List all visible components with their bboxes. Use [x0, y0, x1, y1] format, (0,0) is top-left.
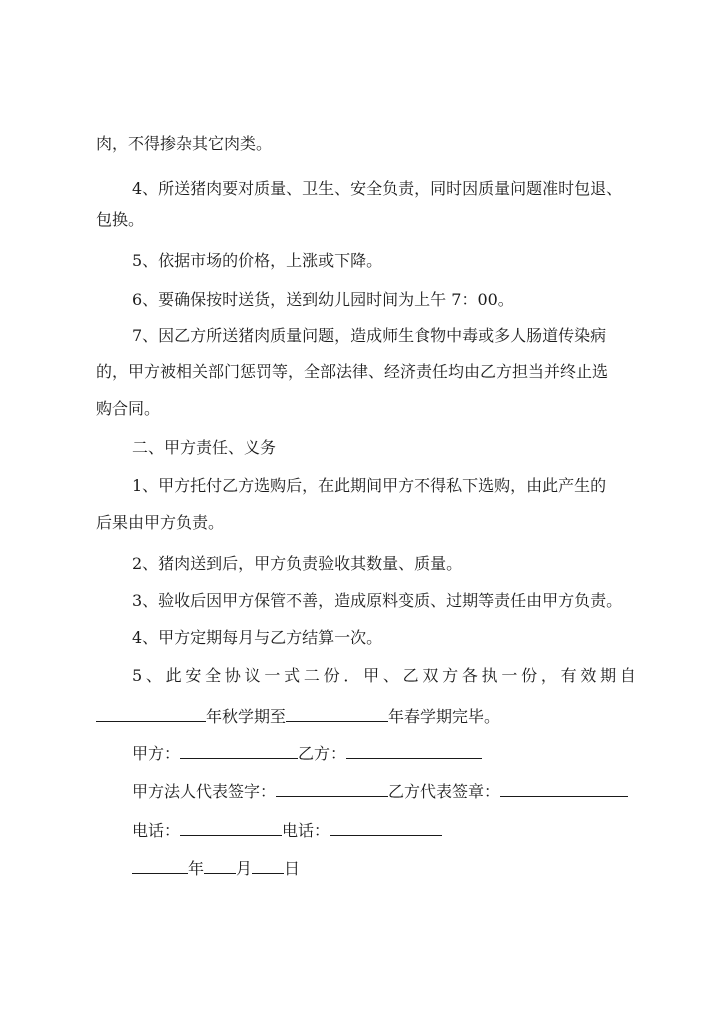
validity-char: 甲: [363, 666, 380, 685]
validity-char: ，: [540, 666, 557, 685]
phone-a-label: 电话：: [132, 821, 181, 840]
validity-char: 式: [284, 666, 301, 685]
term-spring-label: 年春学期完毕。: [388, 707, 501, 726]
representative-line: [132, 779, 636, 801]
phone-line: [132, 818, 636, 840]
validity-char: 一: [264, 666, 281, 685]
text-line: 5、依据市场的价格，上涨或下降。: [132, 251, 383, 270]
phone-a-blank: [180, 818, 282, 836]
section-heading: 二、甲方责任、义务: [132, 438, 277, 457]
validity-char: 此: [165, 666, 182, 685]
year-label: 年: [188, 859, 205, 878]
validity-char: 方: [442, 666, 459, 685]
day-blank: [252, 856, 284, 874]
text-line: 2、猪肉送到后，甲方负责验收其数量、质量。: [132, 554, 463, 573]
validity-char: 效: [580, 666, 597, 685]
validity-char: 安: [185, 666, 202, 685]
validity-char: 期: [600, 666, 617, 685]
text-line: 6、要确保按时送货，送到幼儿园时间为上午 7：00。: [132, 290, 514, 309]
text-line: 的，甲方被相关部门惩罚等，全部法律、经济责任均由乙方担当并终止选: [96, 362, 609, 381]
text-line: 3、验收后因甲方保管不善，造成原料变质、过期等责任由甲方负责。: [132, 591, 623, 610]
validity-char: 各: [461, 666, 478, 685]
text-line: 肉，不得掺杂其它肉类。: [96, 134, 273, 153]
text-line: 7、因乙方所送猪肉质量问题，造成师生食物中毒或多人肠道传染病: [132, 326, 607, 345]
day-label: 日: [284, 859, 301, 878]
party-a-label: 甲方：: [132, 744, 181, 763]
blank-spring-year: [286, 704, 388, 722]
validity-char: 自: [619, 666, 636, 685]
date-line: [132, 856, 636, 878]
month-blank: [204, 856, 236, 874]
party-a-blank: [180, 741, 298, 759]
month-label: 月: [236, 859, 253, 878]
year-blank: [132, 856, 188, 874]
validity-line: [132, 665, 636, 687]
validity-char: 、: [382, 666, 399, 685]
validity-char: 5: [132, 666, 143, 685]
validity-char: 一: [501, 666, 518, 685]
validity-char: 二: [303, 666, 320, 685]
validity-char: 执: [481, 666, 498, 685]
text-line: 4、所送猪肉要对质量、卫生、安全负责，同时因质量问题准时包退、: [132, 179, 623, 198]
validity-text: [132, 665, 636, 687]
term-autumn-label: 年秋学期至: [206, 707, 287, 726]
text-line: 包换。: [96, 210, 145, 229]
blank-autumn-year: [96, 704, 206, 722]
text-line: 购合同。: [96, 399, 161, 418]
validity-char: 份: [521, 666, 538, 685]
party-b-label: 乙方：: [298, 744, 347, 763]
phone-b-blank: [330, 818, 442, 836]
party-b-rep-blank: [500, 779, 628, 797]
validity-char: 乙: [402, 666, 419, 685]
party-b-blank: [346, 741, 482, 759]
text-line: 后果由甲方负责。: [96, 513, 225, 532]
party-line: [132, 741, 636, 763]
phone-b-label: 电话：: [282, 821, 331, 840]
validity-char: 协: [224, 666, 241, 685]
validity-char: 全: [205, 666, 222, 685]
text-line: 1、甲方托付乙方选购后，在此期间甲方不得私下选购，由此产生的: [132, 476, 607, 495]
validity-char: 份: [323, 666, 340, 685]
validity-char: 双: [422, 666, 439, 685]
validity-char: 、: [145, 666, 162, 685]
validity-char: ．: [343, 666, 360, 685]
party-a-rep-blank: [276, 779, 388, 797]
party-b-rep-label: 乙方代表签章：: [388, 782, 501, 801]
text-line: 4、甲方定期每月与乙方结算一次。: [132, 628, 383, 647]
term-line: [96, 704, 636, 726]
validity-char: 有: [560, 666, 577, 685]
validity-char: 议: [244, 666, 261, 685]
party-a-rep-label: 甲方法人代表签字：: [132, 782, 277, 801]
